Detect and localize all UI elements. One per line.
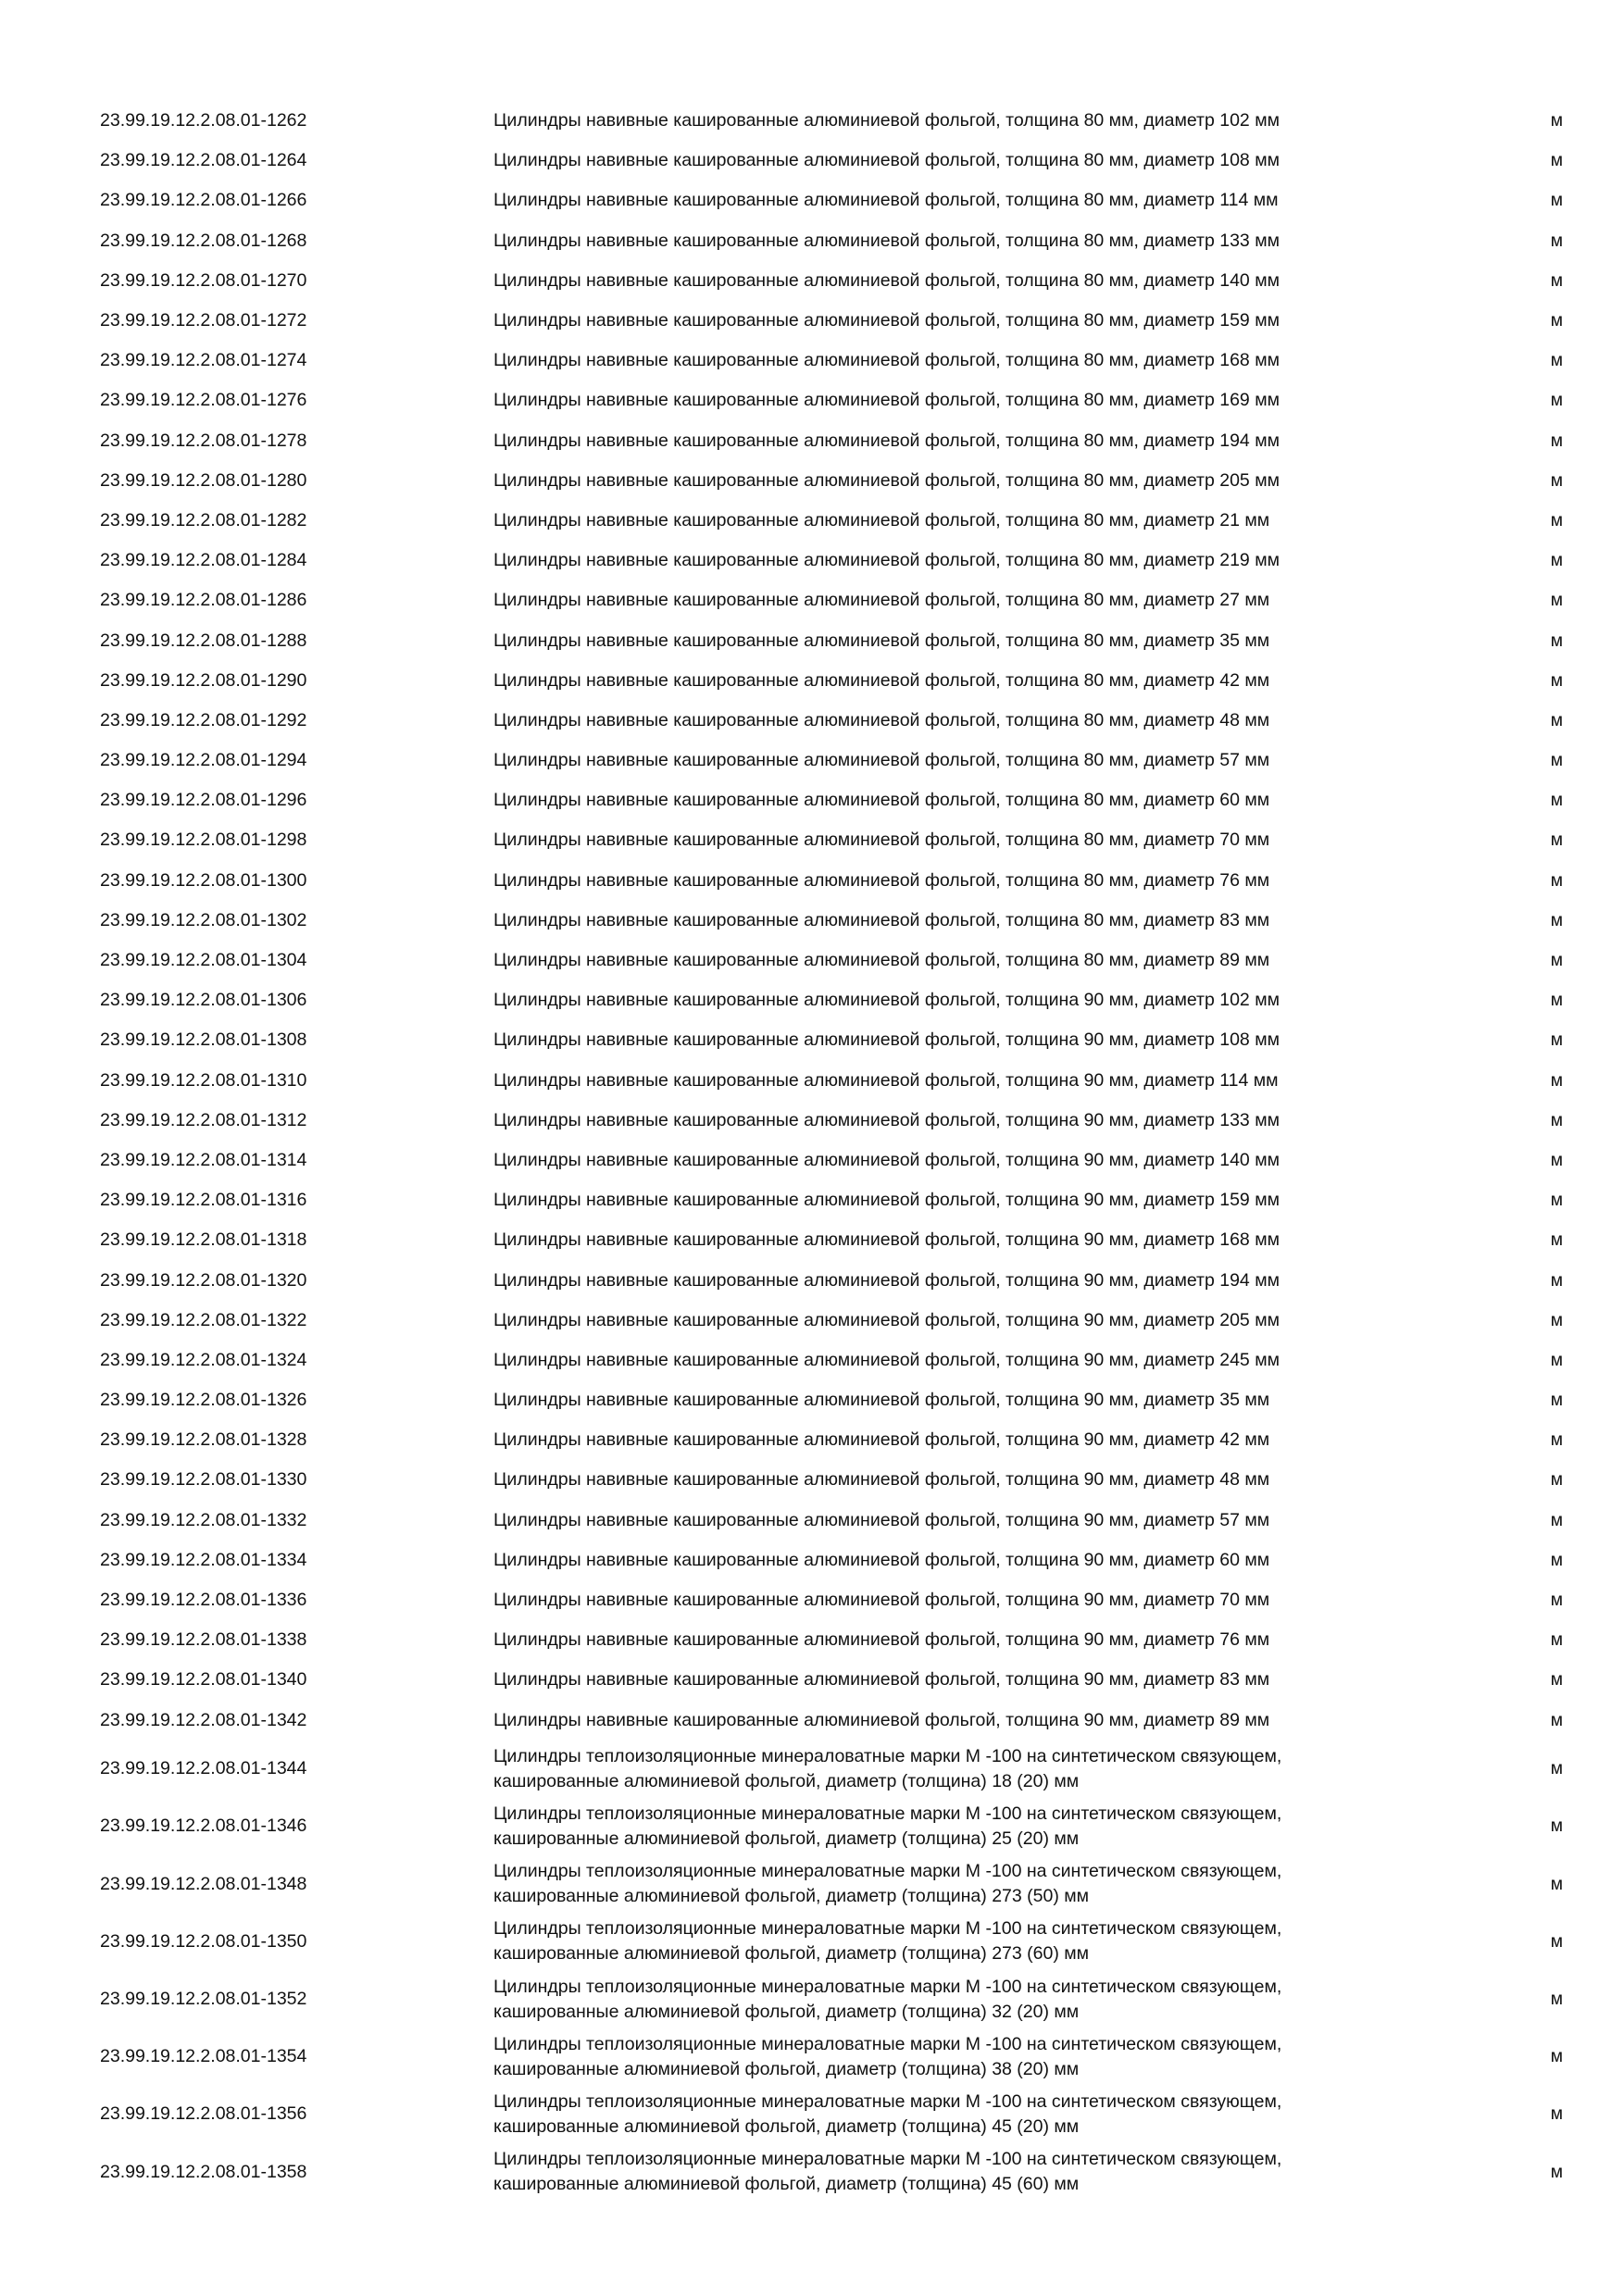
table-row	[100, 1701, 1563, 1741]
table-row	[100, 1798, 1563, 1855]
resource-name	[493, 148, 1549, 173]
resource-unit: м	[1550, 1309, 1563, 1330]
resource-name-line: Цилиндры теплоизоляционные минераловатные марки М -100 на синтетическом связующем,	[493, 2033, 1282, 2054]
table-row	[100, 1741, 1563, 1798]
table-row	[100, 221, 1563, 261]
resource-code: 23.99.19.12.2.08.01-1276	[100, 390, 307, 411]
resource-name	[493, 1802, 1549, 1852]
resource-unit: м	[1550, 1549, 1563, 1570]
resource-name	[493, 1228, 1549, 1253]
resource-code: 23.99.19.12.2.08.01-1284	[100, 550, 307, 571]
table-row	[100, 261, 1563, 301]
resource-name-line: Цилиндры навивные кашированные алюминиевой фольгой, толщина 90 мм, диаметр 76 мм	[493, 1629, 1270, 1651]
resource-name-line: Цилиндры навивные кашированные алюминиевой фольгой, толщина 80 мм, диаметр 21 мм	[493, 509, 1270, 530]
resource-name	[493, 629, 1549, 654]
resource-name	[493, 188, 1549, 213]
resource-unit: м	[1550, 1029, 1563, 1051]
resource-unit: м	[1550, 550, 1563, 571]
table-row	[100, 2086, 1563, 2143]
resource-name-line: Цилиндры навивные кашированные алюминиевой фольгой, толщина 80 мм, диаметр 194 мм	[493, 430, 1280, 451]
table-row	[100, 941, 1563, 980]
table-row	[100, 1260, 1563, 1300]
resource-unit: м	[1550, 1149, 1563, 1170]
resource-code: 23.99.19.12.2.08.01-1274	[100, 350, 307, 371]
resource-code: 23.99.19.12.2.08.01-1266	[100, 190, 307, 211]
resource-name-line: Цилиндры навивные кашированные алюминиевой фольгой, толщина 80 мм, диаметр 140 мм	[493, 269, 1280, 291]
table-row	[100, 2143, 1563, 2201]
resource-name	[493, 508, 1549, 533]
resource-unit: м	[1550, 1989, 1563, 2010]
resource-name-line: Цилиндры навивные кашированные алюминиевой фольгой, толщина 80 мм, диаметр 83 мм	[493, 909, 1270, 930]
resource-name-line: Цилиндры навивные кашированные алюминиевой фольгой, толщина 90 мм, диаметр 140 мм	[493, 1149, 1280, 1170]
resource-name	[493, 308, 1549, 333]
table-row	[100, 701, 1563, 741]
resource-name	[493, 1667, 1549, 1692]
resource-name	[493, 229, 1549, 254]
resource-name	[493, 788, 1549, 813]
resource-name-line: Цилиндры навивные кашированные алюминиевой фольгой, толщина 80 мм, диаметр 205 мм	[493, 469, 1280, 491]
resource-name	[493, 108, 1549, 133]
resource-code: 23.99.19.12.2.08.01-1320	[100, 1269, 307, 1291]
resource-name	[493, 988, 1549, 1013]
resource-unit: м	[1550, 1509, 1563, 1530]
resource-name-line: Цилиндры навивные кашированные алюминиевой фольгой, толщина 90 мм, диаметр 83 мм	[493, 1669, 1270, 1691]
resource-unit: м	[1550, 2046, 1563, 2067]
resource-name	[493, 1308, 1549, 1333]
resource-code: 23.99.19.12.2.08.01-1324	[100, 1349, 307, 1370]
resource-code: 23.99.19.12.2.08.01-1342	[100, 1709, 307, 1730]
resource-unit: м	[1550, 110, 1563, 131]
table-row	[100, 341, 1563, 381]
table-row	[100, 1541, 1563, 1580]
resource-name	[493, 1068, 1549, 1093]
resource-name-line: Цилиндры навивные кашированные алюминиевой фольгой, толщина 90 мм, диаметр 42 мм	[493, 1429, 1270, 1451]
table-row	[100, 1301, 1563, 1341]
table-row	[100, 1580, 1563, 1620]
resource-name	[493, 1859, 1549, 1909]
resource-unit: м	[1550, 1758, 1563, 1779]
resource-code: 23.99.19.12.2.08.01-1302	[100, 909, 307, 930]
resource-name-line: Цилиндры навивные кашированные алюминиевой фольгой, толщина 80 мм, диаметр 48 мм	[493, 709, 1270, 730]
table-row	[100, 901, 1563, 941]
table-row	[100, 1501, 1563, 1541]
resource-unit: м	[1550, 1590, 1563, 1611]
resource-name-line: Цилиндры навивные кашированные алюминиевой фольгой, толщина 90 мм, диаметр 205 мм	[493, 1309, 1280, 1330]
table-row	[100, 181, 1563, 220]
table-row	[100, 861, 1563, 901]
resource-name-line: Цилиндры навивные кашированные алюминиевой фольгой, толщина 80 мм, диаметр 169 мм	[493, 390, 1280, 411]
resource-name	[493, 1428, 1549, 1453]
resource-unit: м	[1550, 669, 1563, 691]
resource-name	[493, 1975, 1549, 2025]
resource-name	[493, 868, 1549, 893]
resource-code: 23.99.19.12.2.08.01-1332	[100, 1509, 307, 1530]
table-row	[100, 1020, 1563, 1060]
table-row	[100, 1180, 1563, 1220]
resource-code: 23.99.19.12.2.08.01-1356	[100, 2103, 307, 2125]
resource-unit: м	[1550, 2103, 1563, 2125]
table-row	[100, 1913, 1563, 1970]
resource-name-line: Цилиндры навивные кашированные алюминиевой фольгой, толщина 90 мм, диаметр 102 мм	[493, 990, 1280, 1011]
resource-name	[493, 1548, 1549, 1573]
table-row	[100, 741, 1563, 780]
resource-unit: м	[1550, 1930, 1563, 1952]
resource-code: 23.99.19.12.2.08.01-1310	[100, 1069, 307, 1091]
resource-name-line: Цилиндры навивные кашированные алюминиевой фольгой, толщина 80 мм, диаметр 60 мм	[493, 790, 1270, 811]
resource-unit: м	[1550, 350, 1563, 371]
resource-name-line: Цилиндры теплоизоляционные минераловатные марки М -100 на синтетическом связующем,	[493, 1861, 1282, 1882]
resource-code: 23.99.19.12.2.08.01-1272	[100, 310, 307, 331]
resource-unit: м	[1550, 2161, 1563, 2182]
table-row	[100, 1141, 1563, 1180]
resource-code: 23.99.19.12.2.08.01-1350	[100, 1930, 307, 1952]
resource-name-line: Цилиндры теплоизоляционные минераловатные марки М -100 на синтетическом связующем,	[493, 2090, 1282, 2112]
table-row	[100, 1380, 1563, 1420]
table-row	[100, 301, 1563, 341]
resource-name-line: Цилиндры теплоизоляционные минераловатные марки М -100 на синтетическом связующем,	[493, 1745, 1282, 1766]
resource-name-line: Цилиндры навивные кашированные алюминиевой фольгой, толщина 80 мм, диаметр 42 мм	[493, 669, 1270, 691]
resource-unit: м	[1550, 1709, 1563, 1730]
resource-code: 23.99.19.12.2.08.01-1330	[100, 1469, 307, 1491]
resource-name	[493, 468, 1549, 493]
resource-unit: м	[1550, 990, 1563, 1011]
resource-unit: м	[1550, 1069, 1563, 1091]
resource-unit: м	[1550, 709, 1563, 730]
resource-code: 23.99.19.12.2.08.01-1264	[100, 150, 307, 171]
resource-unit: м	[1550, 230, 1563, 251]
resource-name-line: Цилиндры навивные кашированные алюминиевой фольгой, толщина 90 мм, диаметр 194 мм	[493, 1269, 1280, 1291]
resource-unit: м	[1550, 509, 1563, 530]
table-row	[100, 421, 1563, 461]
resource-name-line: Цилиндры навивные кашированные алюминиевой фольгой, толщина 90 мм, диаметр 70 мм	[493, 1590, 1270, 1611]
resource-name-line: кашированные алюминиевой фольгой, диаметр (толщина) 273 (50) мм	[493, 1886, 1090, 1907]
resource-code: 23.99.19.12.2.08.01-1292	[100, 709, 307, 730]
resource-name-line: Цилиндры навивные кашированные алюминиевой фольгой, толщина 90 мм, диаметр 57 мм	[493, 1509, 1270, 1530]
table-row	[100, 141, 1563, 181]
resource-unit: м	[1550, 430, 1563, 451]
resource-name-line: кашированные алюминиевой фольгой, диаметр (толщина) 18 (20) мм	[493, 1770, 1080, 1791]
resource-name-line: Цилиндры навивные кашированные алюминиевой фольгой, толщина 90 мм, диаметр 245 мм	[493, 1349, 1280, 1370]
table-row	[100, 1341, 1563, 1380]
resource-unit: м	[1550, 1629, 1563, 1651]
resource-name	[493, 1708, 1549, 1733]
resource-name-line: Цилиндры навивные кашированные алюминиевой фольгой, толщина 90 мм, диаметр 89 мм	[493, 1709, 1270, 1730]
resource-name-line: Цилиндры навивные кашированные алюминиевой фольгой, толщина 80 мм, диаметр 168 мм	[493, 350, 1280, 371]
resource-name-line: кашированные алюминиевой фольгой, диаметр (толщина) 38 (20) мм	[493, 2058, 1080, 2079]
resource-code: 23.99.19.12.2.08.01-1308	[100, 1029, 307, 1051]
table-row	[100, 1460, 1563, 1500]
resource-name-line: Цилиндры навивные кашированные алюминиевой фольгой, толщина 80 мм, диаметр 89 мм	[493, 950, 1270, 971]
resource-name-line: Цилиндры теплоизоляционные минераловатные марки М -100 на синтетическом связующем,	[493, 1803, 1282, 1824]
resource-unit: м	[1550, 1816, 1563, 1837]
resource-name-line: Цилиндры навивные кашированные алюминиевой фольгой, толщина 80 мм, диаметр 57 мм	[493, 750, 1270, 771]
resource-name	[493, 948, 1549, 973]
resource-unit: м	[1550, 590, 1563, 611]
table-row	[100, 580, 1563, 620]
resource-name	[493, 1508, 1549, 1533]
resource-name-line: Цилиндры навивные кашированные алюминиевой фольгой, толщина 80 мм, диаметр 108 мм	[493, 150, 1280, 171]
resource-code: 23.99.19.12.2.08.01-1280	[100, 469, 307, 491]
resource-name	[493, 2090, 1549, 2140]
resource-name	[493, 1388, 1549, 1413]
resource-code: 23.99.19.12.2.08.01-1270	[100, 269, 307, 291]
resource-code: 23.99.19.12.2.08.01-1298	[100, 830, 307, 851]
table-row	[100, 661, 1563, 701]
resource-code: 23.99.19.12.2.08.01-1346	[100, 1816, 307, 1837]
resource-name-line: Цилиндры навивные кашированные алюминиевой фольгой, толщина 90 мм, диаметр 35 мм	[493, 1390, 1270, 1411]
resource-unit: м	[1550, 1469, 1563, 1491]
table-row	[100, 1220, 1563, 1260]
resource-code: 23.99.19.12.2.08.01-1316	[100, 1190, 307, 1211]
resource-name-line: Цилиндры навивные кашированные алюминиевой фольгой, толщина 80 мм, диаметр 76 мм	[493, 869, 1270, 891]
resource-name	[493, 268, 1549, 293]
resource-code: 23.99.19.12.2.08.01-1336	[100, 1590, 307, 1611]
resource-name-line: Цилиндры навивные кашированные алюминиевой фольгой, толщина 90 мм, диаметр 114 мм	[493, 1069, 1279, 1091]
resource-code: 23.99.19.12.2.08.01-1306	[100, 990, 307, 1011]
table-row	[100, 780, 1563, 820]
resource-code: 23.99.19.12.2.08.01-1338	[100, 1629, 307, 1651]
resource-code: 23.99.19.12.2.08.01-1334	[100, 1549, 307, 1570]
resource-code: 23.99.19.12.2.08.01-1340	[100, 1669, 307, 1691]
resource-code: 23.99.19.12.2.08.01-1262	[100, 110, 307, 131]
resource-code: 23.99.19.12.2.08.01-1318	[100, 1229, 307, 1251]
table-row	[100, 1420, 1563, 1460]
resource-name-line: Цилиндры навивные кашированные алюминиевой фольгой, толщина 80 мм, диаметр 70 мм	[493, 830, 1270, 851]
resource-unit: м	[1550, 1669, 1563, 1691]
resource-name	[493, 1108, 1549, 1133]
resource-unit: м	[1550, 469, 1563, 491]
table-row	[100, 501, 1563, 541]
resource-name-line: Цилиндры теплоизоляционные минераловатные марки М -100 на синтетическом связующем,	[493, 1976, 1282, 1997]
resource-name	[493, 429, 1549, 454]
resource-unit: м	[1550, 1229, 1563, 1251]
resource-unit: м	[1550, 869, 1563, 891]
resource-name	[493, 1916, 1549, 1966]
table-row	[100, 980, 1563, 1020]
resource-name	[493, 1348, 1549, 1373]
resource-code: 23.99.19.12.2.08.01-1348	[100, 1873, 307, 1894]
table-row	[100, 620, 1563, 660]
resource-unit: м	[1550, 390, 1563, 411]
resource-name	[493, 1588, 1549, 1613]
resource-code: 23.99.19.12.2.08.01-1314	[100, 1149, 307, 1170]
resource-name-line: Цилиндры навивные кашированные алюминиевой фольгой, толщина 90 мм, диаметр 133 мм	[493, 1109, 1280, 1130]
resource-code: 23.99.19.12.2.08.01-1326	[100, 1390, 307, 1411]
table-row	[100, 1660, 1563, 1700]
resource-code: 23.99.19.12.2.08.01-1286	[100, 590, 307, 611]
table-row	[100, 2028, 1563, 2086]
resource-code: 23.99.19.12.2.08.01-1358	[100, 2161, 307, 2182]
resource-name	[493, 708, 1549, 733]
resource-code: 23.99.19.12.2.08.01-1278	[100, 430, 307, 451]
resource-code: 23.99.19.12.2.08.01-1290	[100, 669, 307, 691]
resource-code: 23.99.19.12.2.08.01-1354	[100, 2046, 307, 2067]
resource-name-line: кашированные алюминиевой фольгой, диаметр (толщина) 25 (20) мм	[493, 1828, 1080, 1849]
resource-code: 23.99.19.12.2.08.01-1268	[100, 230, 307, 251]
resource-name-line: Цилиндры навивные кашированные алюминиевой фольгой, толщина 90 мм, диаметр 60 мм	[493, 1549, 1270, 1570]
resource-name-line: Цилиндры теплоизоляционные минераловатные марки М -100 на синтетическом связующем,	[493, 2149, 1282, 2170]
resource-code: 23.99.19.12.2.08.01-1344	[100, 1758, 307, 1779]
table-row	[100, 1970, 1563, 2028]
resource-unit: м	[1550, 1429, 1563, 1451]
resource-name	[493, 908, 1549, 933]
resource-unit: м	[1550, 1109, 1563, 1130]
resource-name-line: Цилиндры навивные кашированные алюминиевой фольгой, толщина 90 мм, диаметр 108 мм	[493, 1029, 1280, 1051]
resource-unit: м	[1550, 950, 1563, 971]
resource-name-line: кашированные алюминиевой фольгой, диаметр (толщина) 45 (20) мм	[493, 2115, 1080, 2137]
resource-name-line: кашированные алюминиевой фольгой, диаметр (толщина) 273 (60) мм	[493, 1943, 1090, 1965]
resource-code: 23.99.19.12.2.08.01-1328	[100, 1429, 307, 1451]
resource-unit: м	[1550, 269, 1563, 291]
resource-code: 23.99.19.12.2.08.01-1294	[100, 750, 307, 771]
resource-name-line: Цилиндры теплоизоляционные минераловатные марки М -100 на синтетическом связующем,	[493, 1918, 1282, 1940]
resource-code: 23.99.19.12.2.08.01-1322	[100, 1309, 307, 1330]
resource-code: 23.99.19.12.2.08.01-1304	[100, 950, 307, 971]
resource-unit: м	[1550, 190, 1563, 211]
resource-name	[493, 668, 1549, 693]
resource-unit: м	[1550, 630, 1563, 651]
table-row	[100, 1061, 1563, 1101]
resource-name	[493, 748, 1549, 773]
resource-name	[493, 1268, 1549, 1293]
resource-name	[493, 1467, 1549, 1492]
table-row	[100, 820, 1563, 860]
resource-name-line: кашированные алюминиевой фольгой, диаметр (толщина) 32 (20) мм	[493, 2001, 1080, 2022]
table-row	[100, 1101, 1563, 1141]
resource-unit: м	[1550, 1349, 1563, 1370]
resource-name-line: Цилиндры навивные кашированные алюминиевой фольгой, толщина 80 мм, диаметр 102 мм	[493, 110, 1280, 131]
resource-name	[493, 1744, 1549, 1794]
resource-unit: м	[1550, 1269, 1563, 1291]
table-row	[100, 541, 1563, 580]
table-row	[100, 1855, 1563, 1913]
resource-unit: м	[1550, 830, 1563, 851]
resource-unit: м	[1550, 310, 1563, 331]
resource-code: 23.99.19.12.2.08.01-1312	[100, 1109, 307, 1130]
resource-unit: м	[1550, 1873, 1563, 1894]
resource-unit: м	[1550, 909, 1563, 930]
resource-name-line: Цилиндры навивные кашированные алюминиевой фольгой, толщина 80 мм, диаметр 133 мм	[493, 230, 1280, 251]
resource-name-line: Цилиндры навивные кашированные алюминиевой фольгой, толщина 90 мм, диаметр 168 мм	[493, 1229, 1280, 1251]
resource-name	[493, 388, 1549, 413]
resource-code: 23.99.19.12.2.08.01-1300	[100, 869, 307, 891]
resource-unit: м	[1550, 150, 1563, 171]
resource-name-line: Цилиндры навивные кашированные алюминиевой фольгой, толщина 90 мм, диаметр 48 мм	[493, 1469, 1270, 1491]
resource-name-line: Цилиндры навивные кашированные алюминиевой фольгой, толщина 80 мм, диаметр 219 мм	[493, 550, 1280, 571]
table-row	[100, 101, 1563, 141]
resource-name	[493, 1188, 1549, 1213]
resource-code: 23.99.19.12.2.08.01-1288	[100, 630, 307, 651]
resource-name-line: кашированные алюминиевой фольгой, диаметр (толщина) 45 (60) мм	[493, 2174, 1080, 2195]
resource-table	[100, 101, 1563, 2201]
resource-code: 23.99.19.12.2.08.01-1296	[100, 790, 307, 811]
resource-name	[493, 548, 1549, 573]
resource-name	[493, 588, 1549, 613]
resource-unit: м	[1550, 790, 1563, 811]
resource-name	[493, 1028, 1549, 1053]
resource-code: 23.99.19.12.2.08.01-1352	[100, 1989, 307, 2010]
resource-name-line: Цилиндры навивные кашированные алюминиевой фольгой, толщина 80 мм, диаметр 114 мм	[493, 190, 1279, 211]
resource-name-line: Цилиндры навивные кашированные алюминиевой фольгой, толщина 80 мм, диаметр 27 мм	[493, 590, 1270, 611]
resource-name	[493, 2032, 1549, 2082]
table-row	[100, 381, 1563, 420]
resource-name-line: Цилиндры навивные кашированные алюминиевой фольгой, толщина 90 мм, диаметр 159 мм	[493, 1190, 1280, 1211]
resource-name	[493, 1628, 1549, 1653]
resource-unit: м	[1550, 1390, 1563, 1411]
resource-name	[493, 1148, 1549, 1173]
table-row	[100, 461, 1563, 501]
resource-unit: м	[1550, 1190, 1563, 1211]
resource-code: 23.99.19.12.2.08.01-1282	[100, 509, 307, 530]
table-row	[100, 1620, 1563, 1660]
resource-name-line: Цилиндры навивные кашированные алюминиевой фольгой, толщина 80 мм, диаметр 159 мм	[493, 310, 1280, 331]
resource-name	[493, 828, 1549, 853]
resource-unit: м	[1550, 750, 1563, 771]
resource-name	[493, 2147, 1549, 2197]
resource-name	[493, 348, 1549, 373]
resource-name-line: Цилиндры навивные кашированные алюминиевой фольгой, толщина 80 мм, диаметр 35 мм	[493, 630, 1270, 651]
